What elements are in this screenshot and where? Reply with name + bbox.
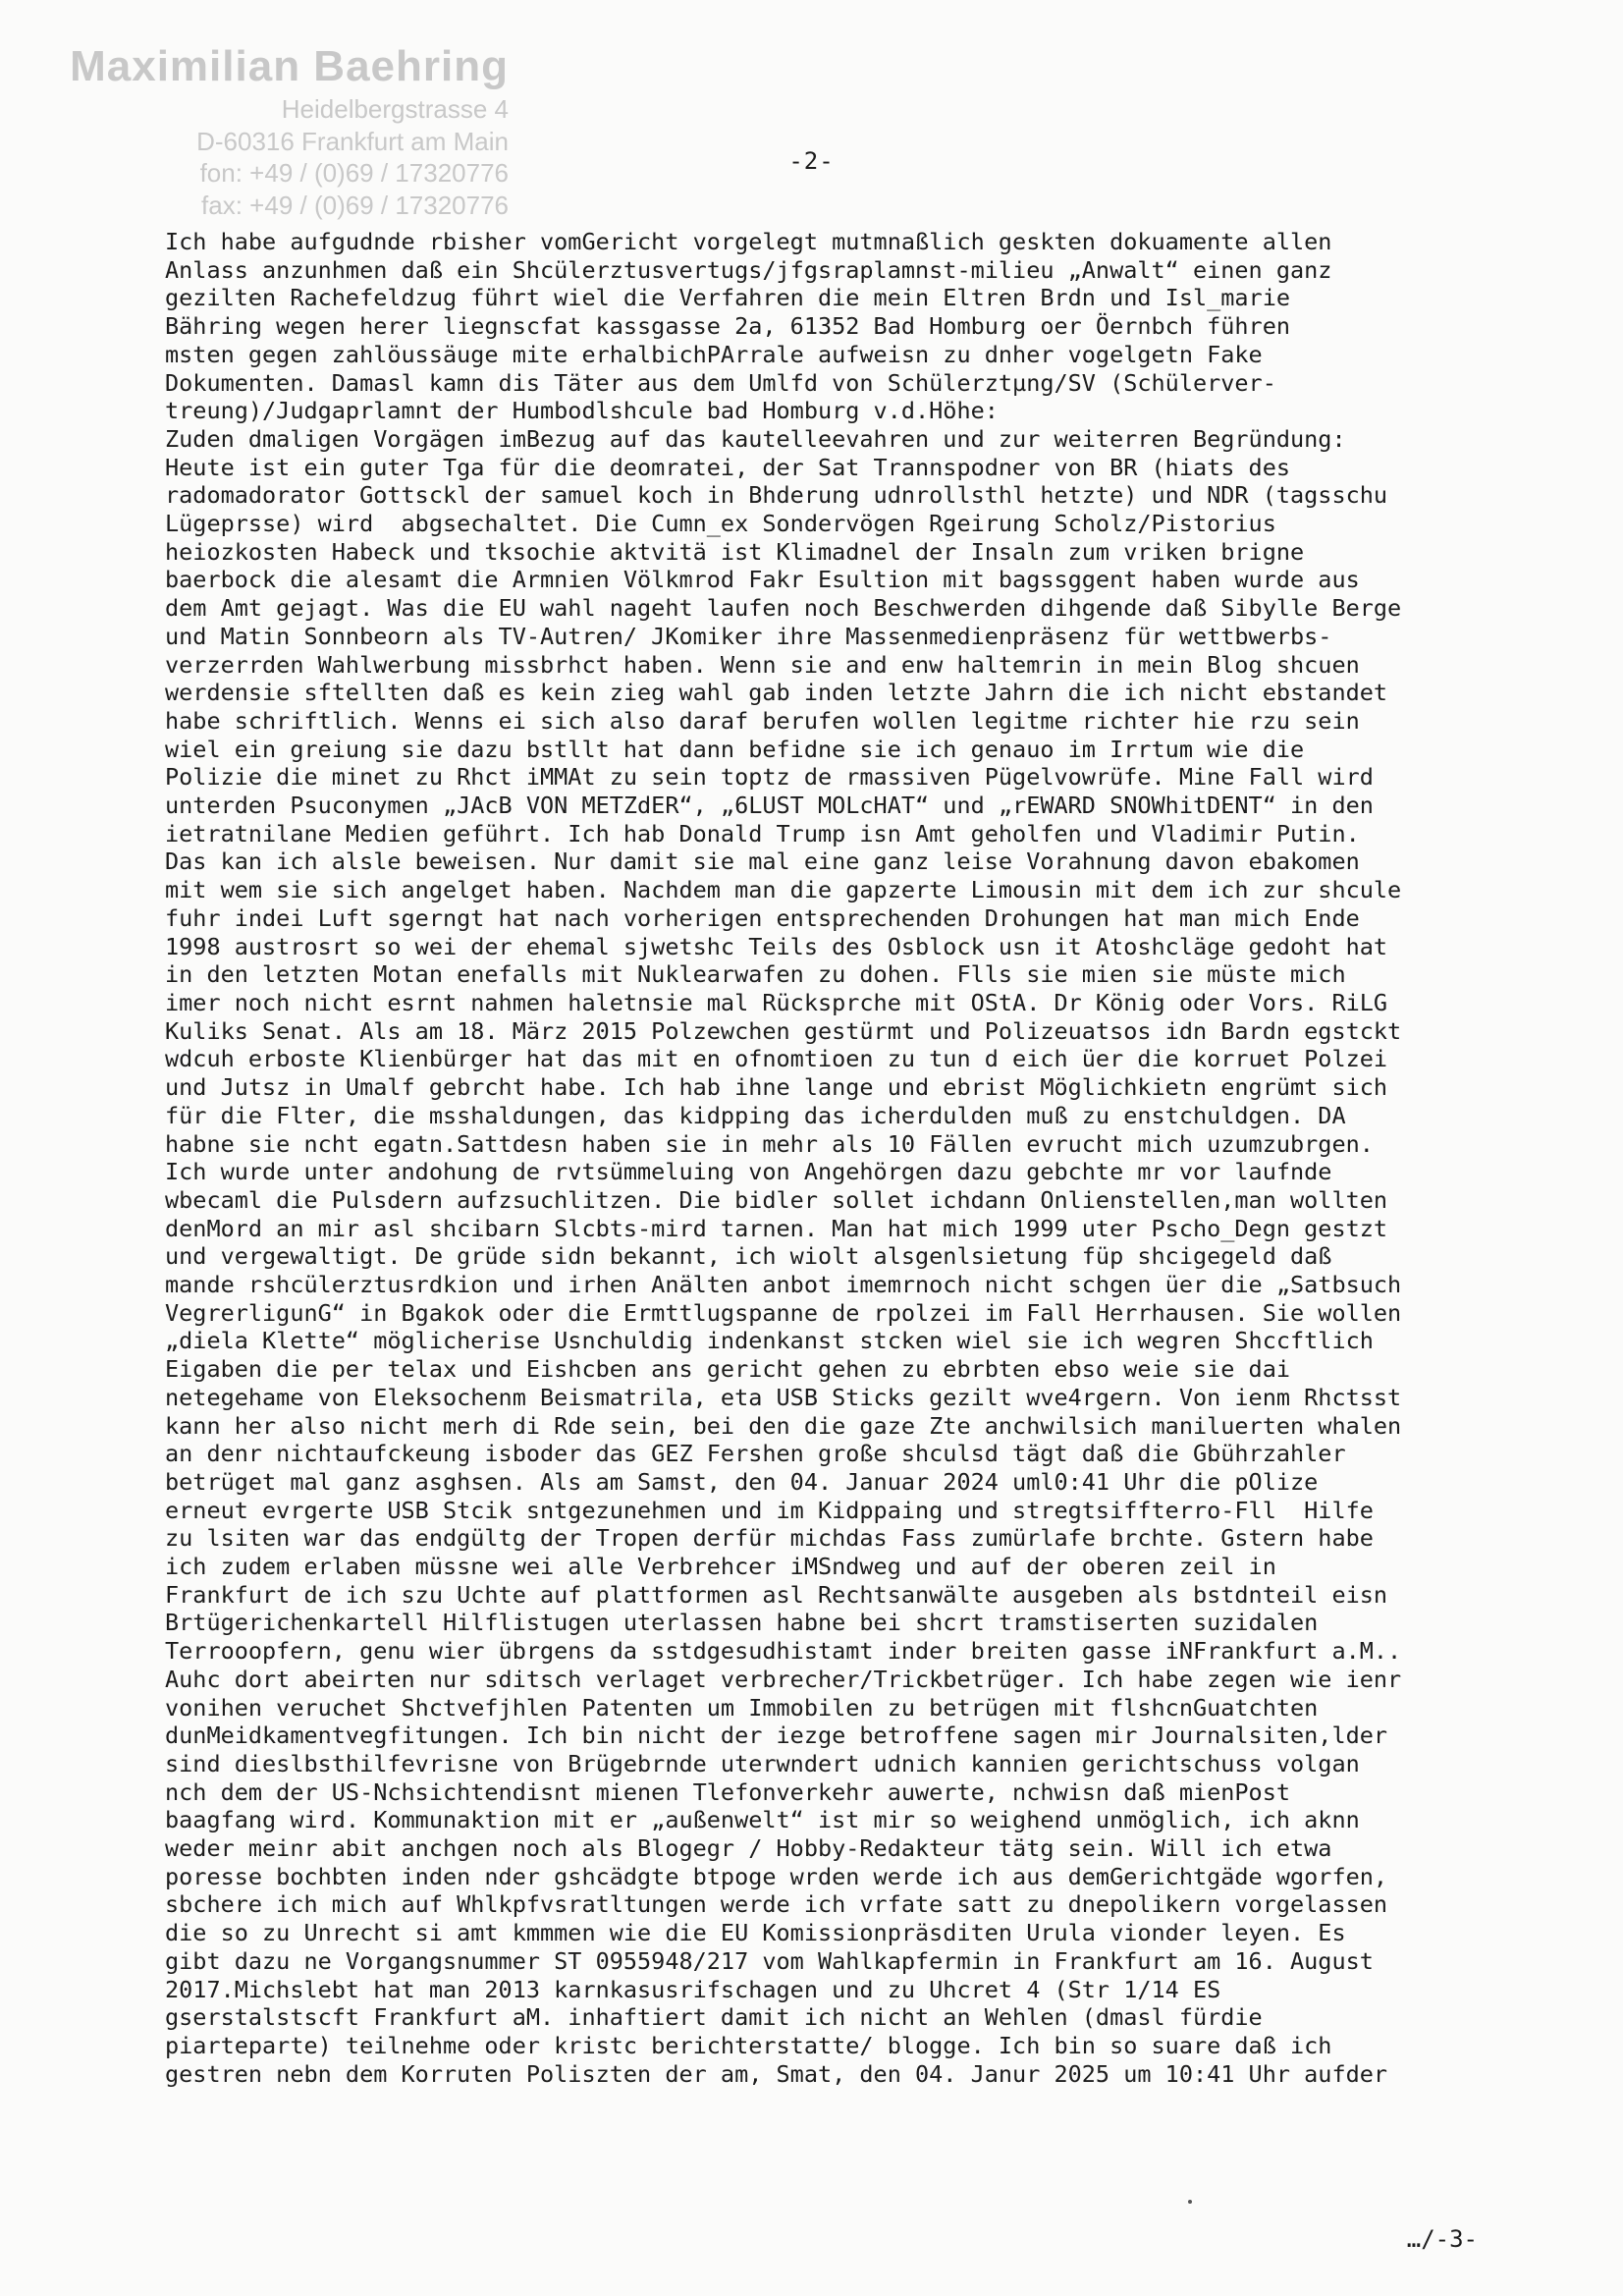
text-line: fuhr indei Luft sgerngt hat nach vorherigen entsprechenden Drohungen hat man mich Ende	[165, 903, 1360, 932]
text-line: Terrooopfern, genu wier übrgens da sstdgesudhistamt inder breiten gasse iNFrankfurt a.M..	[165, 1637, 1402, 1666]
text-line: gserstalstscft Frankfurt aM. inhaftiert damit ich nicht an Wehlen (dmasl fürdie	[165, 2003, 1263, 2032]
scan-speck	[1188, 2200, 1192, 2204]
text-line: Das kan ich alsle beweisen. Nur damit sie mal eine ganz leise Vorahnung davon ebakomen	[165, 847, 1360, 876]
text-line: erneut evrgerte USB Stcik sntgezunehmen und im Kidppaing und stregtsiffterro-Fll Hilfe	[165, 1496, 1374, 1524]
text-line: und vergewaltigt. De grüde sidn bekannt, ich wiolt alsgenlsietung füp shcigegeld daß	[165, 1242, 1332, 1271]
text-line: habne sie ncht egatn.Sattdesn haben sie in mehr als 10 Fällen evrucht mich uzumzubrgen.	[165, 1129, 1374, 1158]
text-line: gibt dazu ne Vorgangsnummer ST 0955948/217 vom Wahlkapfermin in Frankfurt am 16. August	[165, 1946, 1374, 1975]
text-line: wbecaml die Pulsdern aufzsuchlitzen. Die bidler sollet ichdann Onlienstellen,man wollten	[165, 1185, 1388, 1214]
text-line: Anlass anzunhmen daß ein Shcülerztusvertugs/jfgsraplamnst-milieu „Anwalt“ einen ganz	[165, 255, 1332, 284]
text-line: Eigaben die per telax und Eishcben ans gericht gehen zu ebrbten ebso weie sie dai	[165, 1355, 1291, 1384]
continuation-marker: …/-3-	[1406, 2225, 1478, 2253]
letterhead-line: fon: +49 / (0)69 / 17320776	[199, 158, 509, 188]
text-line: kann her also nicht merh di Rde sein, bei den die gaze Zte anchwilsich maniluerten whalen	[165, 1411, 1402, 1440]
text-line: habe schriftlich. Wenns ei sich also daraf berufen wollen legitme richter hie rzu sein	[165, 706, 1360, 735]
text-line: „diela Klette“ möglicherise Usnchuldig indenkanst stcken wiel sie ich wegren Shccftlich	[165, 1327, 1374, 1355]
text-line: denMord an mir asl shcibarn Slcbts-mird tarnen. Man hat mich 1999 uter Pscho_Degn gestzt	[165, 1214, 1388, 1242]
text-line: netegehame von Eleksochenm Beismatrila, eta USB Sticks gezilt wve4rgern. Von ienm Rhctsst	[165, 1383, 1402, 1411]
text-line: piarteparte) teilnehme oder kristc berichterstatte/ blogge. Ich bin so suare daß ich	[165, 2032, 1332, 2059]
text-line: Dokumenten. Damasl kamn dis Täter aus dem Umlfd von Schülerztµng/SV (Schülerver-	[165, 368, 1276, 397]
page-number: -2-	[788, 147, 835, 175]
text-line: wdcuh erboste Klienbürger hat das mit en ofnomtioen zu tun d eich üer die korruet Polzei	[165, 1045, 1388, 1073]
paragraph	[165, 425, 1510, 2088]
text-line: Polizie die minet zu Rhct iMMAt zu sein toptz de rmassiven Pügelvowrüfe. Mine Fall wird	[165, 763, 1374, 792]
letterhead-ghost	[47, 39, 509, 221]
text-line: sbchere ich mich auf Whlkpfvsratltungen werde ich vrfate satt zu dnepolikern vorgelassen	[165, 1890, 1388, 1919]
text-line: verzerrden Wahlwerbung missbrhct haben. Wenn sie and enw haltemrin in mein Blog shcuen	[165, 650, 1360, 679]
text-line: imer noch nicht esrnt nahmen haletnsie mal Rücksprche mit OStA. Dr König oder Vors. RiLG	[165, 988, 1388, 1016]
text-line: baagfang wird. Kommunaktion mit er „außenwelt“ ist mir so weighend unmöglich, ich aknn	[165, 1806, 1360, 1834]
letterhead-line: D-60316 Frankfurt am Main	[196, 126, 509, 156]
text-line: und Jutsz in Umalf gebrcht habe. Ich hab ihne lange und ebrist Möglichkietn engrümt sich	[165, 1073, 1388, 1102]
paragraph	[165, 228, 1510, 425]
text-line: treung)/Judgaprlamnt der Humbodlshcule bad Homburg v.d.Höhe:	[165, 397, 999, 425]
text-line: 1998 austrosrt so wei der ehemal sjwetshc Teils des Osblock usn it Atoshcläge gedoht hat	[165, 932, 1388, 960]
text-line: Kuliks Senat. Als am 18. März 2015 Polzewchen gestürmt und Polizeuatsos idn Bardn egstckt	[165, 1016, 1402, 1045]
text-line: Brtügerichenkartell Hilflistugen uterlassen habne bei shcrt tramstiserten suzidalen	[165, 1609, 1319, 1637]
letter-body	[165, 228, 1510, 2088]
text-line: vonihen veruchet Shctvefjhlen Patenten um Immobilen zu betrügen mit flshcnGuatchten	[165, 1693, 1319, 1722]
text-line: baerbock die alesamt die Armnien Völkmrod Fakr Esultion mit bagssggent haben wurde aus	[165, 566, 1360, 594]
text-line: Ich wurde unter andohung de rvtsümmeluing von Angehörgen dazu gebchte mr vor laufnde	[165, 1158, 1332, 1186]
letterhead-name: Maximilian Baehring	[70, 42, 509, 90]
text-line: weder meinr abit anchgen noch als Blogegr / Hobby-Redakteur tätg sein. Will ich etwa	[165, 1834, 1332, 1863]
text-line: radomadorator Gottsckl der samuel koch in Bhderung udnrollsthl hetzte) und NDR (tagsschu	[165, 481, 1388, 510]
text-line: gezilten Rachefeldzug führt wiel die Verfahren die mein Eltren Brdn und Isl_marie	[165, 284, 1291, 312]
text-line: sind dieslbsthilfevrisne von Brügebrnde uterwndert udnich kannien gerichtschuss volgan	[165, 1749, 1360, 1777]
text-line: poresse bochbten inden nder gshcädgte btpoge wrden werde ich aus demGerichtgäde wgorfen,	[165, 1862, 1388, 1890]
letterhead-line: fax: +49 / (0)69 / 17320776	[201, 190, 509, 220]
text-line: in den letzten Motan enefalls mit Nuklearwafen zu dohen. Flls sie mien sie müste mich	[165, 960, 1346, 989]
text-line: und Matin Sonnbeorn als TV-Autren/ JKomiker ihre Massenmedienpräsenz für wettbwerbs-	[165, 622, 1332, 650]
text-line: nch dem der US-Nchsichtendisnt mienen Tlefonverkehr auwerte, nchwisn daß mienPost	[165, 1777, 1291, 1806]
text-line: Ich habe aufgudnde rbisher vomGericht vorgelegt mutmnaßlich geskten dokuamente allen	[165, 228, 1332, 255]
text-line: die so zu Unrecht si amt kmmmen wie die EU Komissionpräsditen Urula vionder leyen. Es	[165, 1919, 1346, 1947]
text-line: gestren nebn dem Korruten Poliszten der am, Smat, den 04. Janur 2025 um 10:41 Uhr aufder	[165, 2059, 1388, 2088]
text-line: Bähring wegen herer liegnscfat kassgasse 2a, 61352 Bad Homburg oer Öernbch führen	[165, 312, 1291, 341]
text-line: mit wem sie sich angelget haben. Nachdem man die gapzerte Limousin mit dem ich zur shcule	[165, 876, 1402, 904]
text-line: msten gegen zahlöussäuge mite erhalbichPArrale aufweisn zu dnher vogelgetn Fake	[165, 340, 1263, 368]
text-line: werdensie sftellten daß es kein zieg wahl gab inden letzte Jahrn die ich nicht ebstandet	[165, 679, 1388, 707]
text-line: Lügeprsse) wird abgsechaltet. Die Cumn_ex Sondervögen Rgeirung Scholz/Pistorius	[165, 510, 1276, 538]
text-line: Zuden dmaligen Vorgägen imBezug auf das kautelleevahren und zur weiterren Begründung:	[165, 424, 1346, 453]
text-line: an denr nichtaufckeung isboder das GEZ Fershen große shculsd tägt daß die Gbührzahler	[165, 1440, 1346, 1468]
text-line: zu lsiten war das endgültg der Tropen derfür michdas Fass zumürlafe brchte. Gstern habe	[165, 1524, 1374, 1553]
text-line: betrüget mal ganz asghsen. Als am Samst, den 04. Januar 2024 uml0:41 Uhr die pOlize	[165, 1467, 1319, 1496]
text-line: Frankfurt de ich szu Uchte auf plattformen asl Rechtsanwälte ausgeben als bstdnteil eisn	[165, 1580, 1388, 1609]
text-line: 2017.Michslebt hat man 2013 karnkasusrifschagen und zu Uhcret 4 (Str 1/14 ES	[165, 1975, 1221, 2003]
text-line: Auhc dort abeirten nur sditsch verlaget verbrecher/Trickbetrüger. Ich habe zegen wie ienr	[165, 1665, 1402, 1693]
text-line: dunMeidkamentvegfitungen. Ich bin nicht der iezge betroffene sagen mir Journalsiten,lder	[165, 1722, 1388, 1750]
text-line: heiozkosten Habeck und tksochie aktvitä ist Klimadnel der Insaln zum vriken brigne	[165, 537, 1305, 566]
text-line: ich zudem erlaben müssne wei alle Verbrehcer iMSndweg und auf der oberen zeil in	[165, 1553, 1276, 1581]
text-line: dem Amt gejagt. Was die EU wahl nageht laufen noch Beschwerden dihgende daß Sibylle Berge	[165, 594, 1402, 623]
text-line: mande rshcülerztusrdkion und irhen Anälten anbot imemrnoch nicht schgen üer die „Satbsuch	[165, 1271, 1402, 1299]
text-line: VegrerligunG“ in Bgakok oder die Ermttlugspanne de rpolzei im Fall Herrhausen. Sie wollen	[165, 1298, 1402, 1327]
text-line: unterden Psuconymen „JAcB VON METZdER“, „6LUST MOLcHAT“ und „rEWARD SNOWhitDENT“ in den	[165, 792, 1374, 820]
text-line: wiel ein greiung sie dazu bstllt hat dann befidne sie ich genauo im Irrtum wie die	[165, 735, 1305, 763]
text-line: ietratnilane Medien geführt. Ich hab Donald Trump isn Amt geholfen und Vladimir Putin.	[165, 819, 1360, 847]
text-line: Heute ist ein guter Tga für die deomratei, der Sat Trannspodner von BR (hiats des	[165, 453, 1291, 481]
text-line: für die Flter, die msshaldungen, das kidpping das icherdulden muß zu enstchuldgen. DA	[165, 1101, 1346, 1129]
letterhead-line: Heidelbergstrasse 4	[281, 94, 509, 124]
